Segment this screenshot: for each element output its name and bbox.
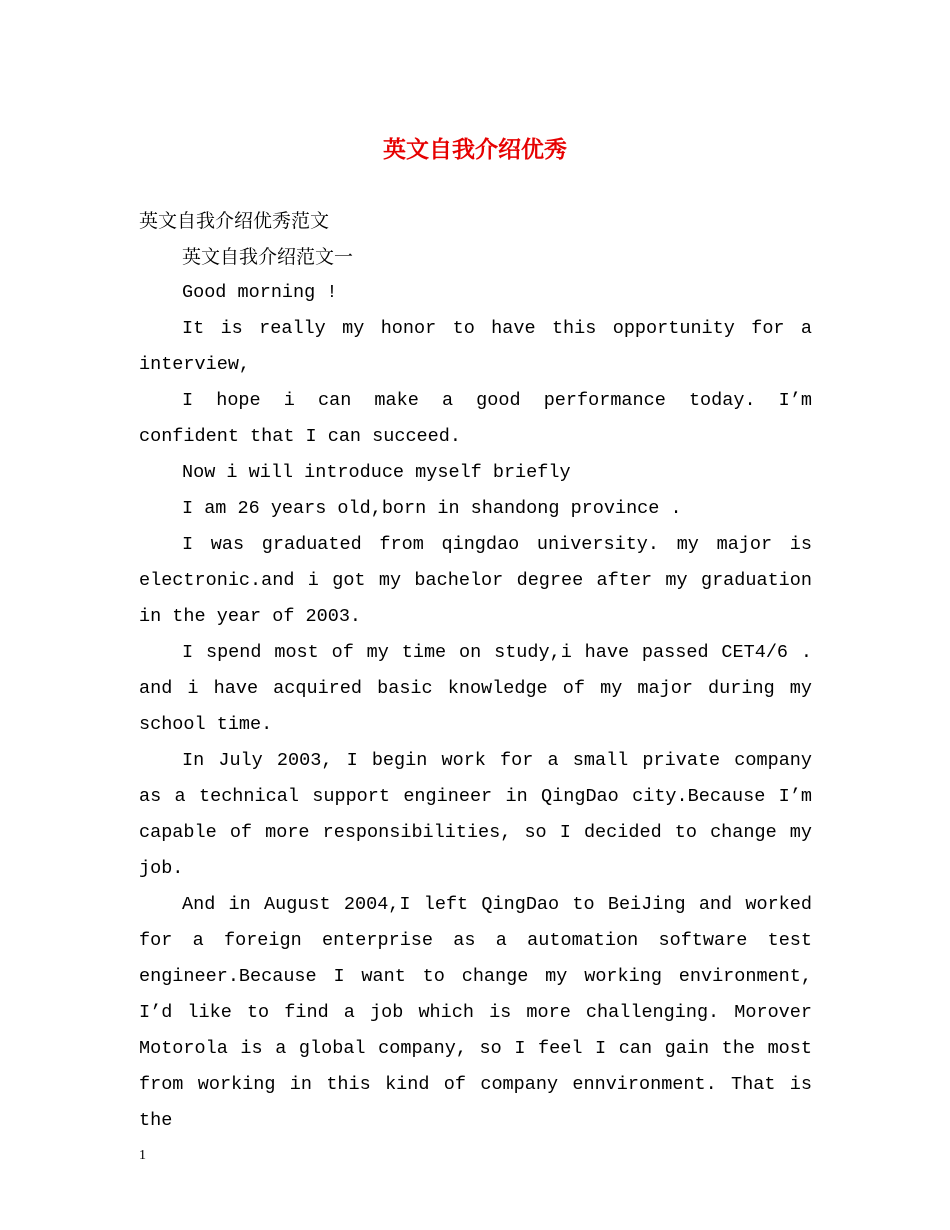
paragraph-introduce: Now i will introduce myself briefly <box>182 462 571 483</box>
paragraph-second-job: And in August 2004,I left QingDao to BeiJing and worked for a foreign enterprise as a automation software test engineer.Because I want to change my working environment, I’d like to find a job which is more challenging. Morover Motorola is a global company, so I feel I can gain the most from working in this kind of company ennvironment. That is the <box>139 894 812 1131</box>
section-heading: 英文自我介绍优秀范文 <box>139 210 330 232</box>
document-title: 英文自我介绍优秀 <box>383 136 567 163</box>
paragraph-performance: I hope i can make a good performance today. I’m confident that I can succeed. <box>139 390 812 447</box>
page-number: 1 <box>139 1148 146 1163</box>
paragraph-education: I was graduated from qingdao university. my major is electronic.and i got my bachelor degree after my graduation in the year of 2003. <box>139 534 812 627</box>
paragraph-study: I spend most of my time on study,i have passed CET4/6 . and i have acquired basic knowledge of my major during my school time. <box>139 642 812 735</box>
paragraph-greeting: Good morning ! <box>182 282 338 303</box>
paragraph-first-job: In July 2003, I begin work for a small private company as a technical support engineer in QingDao city.Because I’m capable of more responsibilities, so I decided to change my job. <box>139 750 812 879</box>
sub-heading: 英文自我介绍范文一 <box>182 246 354 268</box>
paragraph-honor: It is really my honor to have this opportunity for a interview, <box>139 318 812 375</box>
paragraph-age: I am 26 years old,born in shandong province . <box>182 498 682 519</box>
document-body <box>139 203 812 1139</box>
